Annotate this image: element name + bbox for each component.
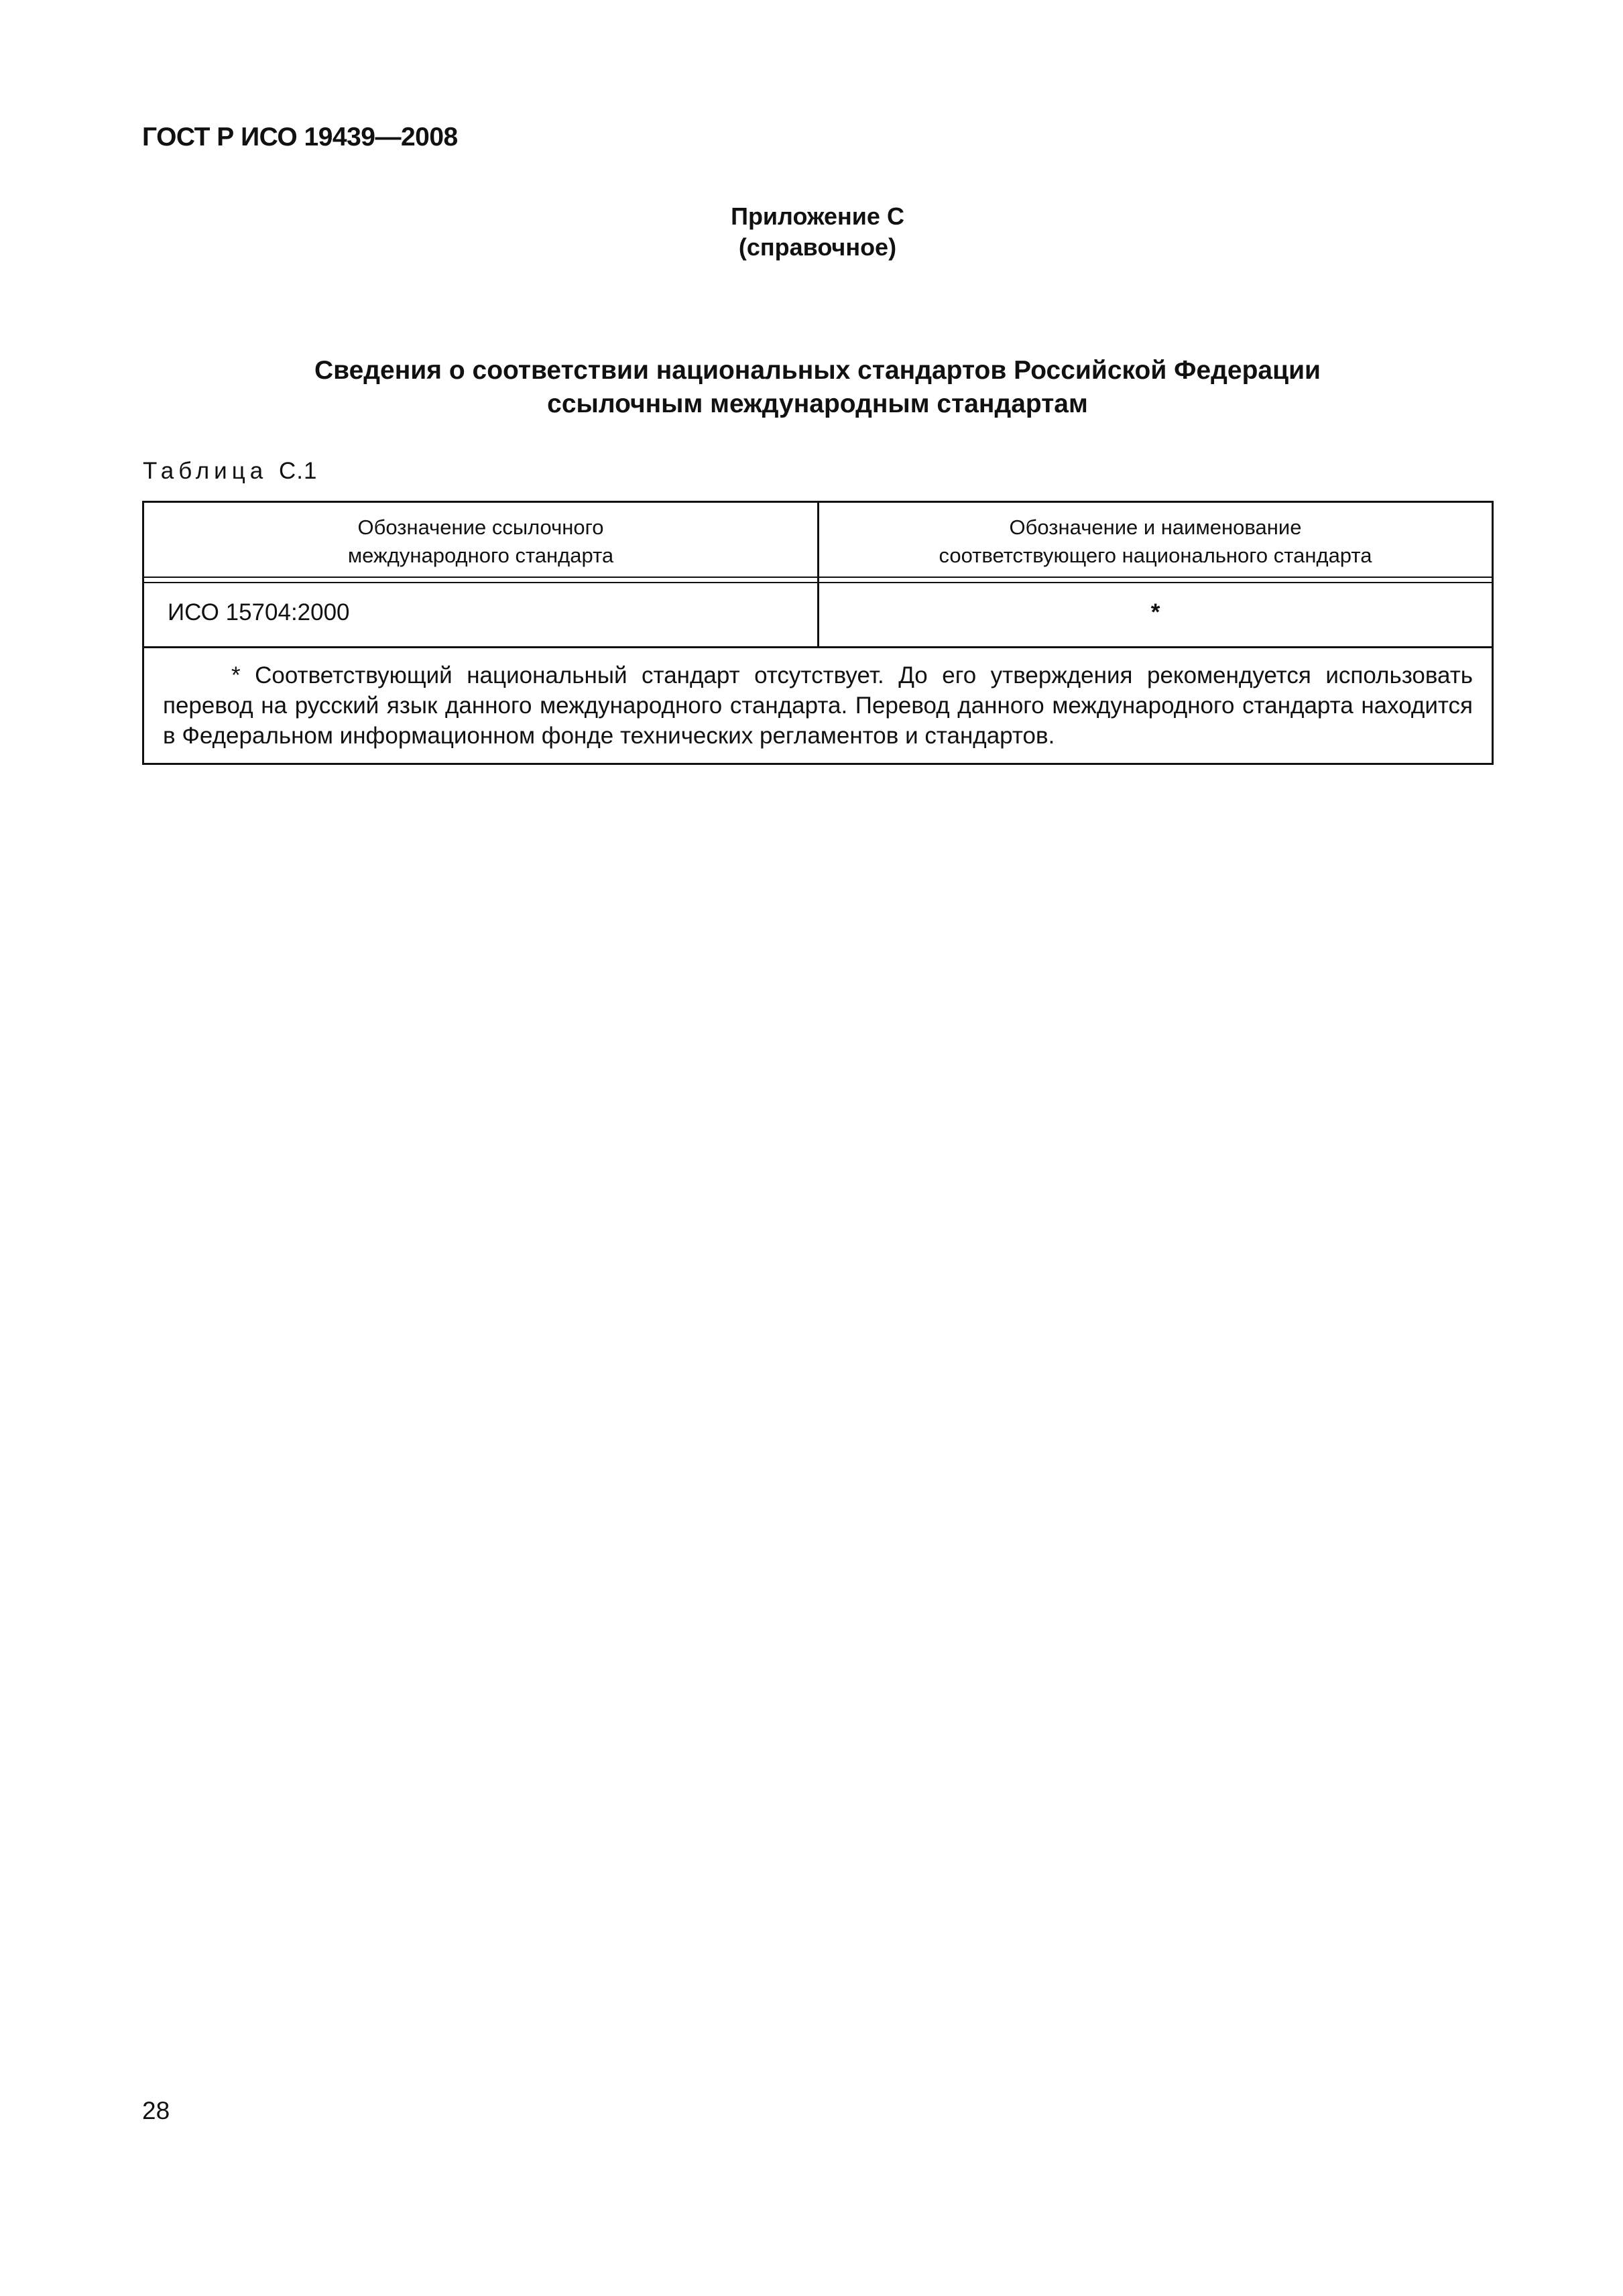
document-header: ГОСТ Р ИСО 19439—2008: [142, 123, 458, 152]
column-header-national-line-2: соответствующего национального стандарта: [939, 544, 1372, 567]
page-number: 28: [142, 2097, 170, 2124]
footnote-divider: [144, 646, 1492, 648]
column-header-international-line-1: Обозначение ссылочного: [357, 516, 604, 539]
table-footnote: * Соответствующий национальный стандарт отсутствует. До его утверждения рекомендуется использовать перевод на русский язык данного международного стандарта. Перевод данного международного стандарта находится в Федеральном информационном фонде технических регламентов и стандартов.: [163, 662, 1473, 749]
column-header-national: [819, 513, 1492, 574]
section-title-line-1: Сведения о соответствии национальных стандартов Российской Федерации: [314, 356, 1321, 385]
table-caption-word: Таблица: [143, 458, 268, 484]
table-caption: [143, 458, 317, 485]
column-header-national-line-1: Обозначение и наименование: [1009, 516, 1302, 539]
appendix-label: Приложение С: [731, 202, 904, 230]
header-divider: [144, 577, 1492, 583]
table-cell-international-standard: ИСО 15704:2000: [168, 599, 350, 625]
appendix-kind: (справочное): [738, 233, 897, 261]
table-caption-number: С.1: [278, 458, 318, 484]
table-cell-national-standard: *: [1150, 599, 1160, 625]
column-header-international: [144, 513, 817, 574]
standards-table: [142, 501, 1494, 765]
column-header-international-line-2: международного стандарта: [347, 544, 614, 567]
section-title-line-2: ссылочным международным стандартам: [547, 389, 1088, 418]
